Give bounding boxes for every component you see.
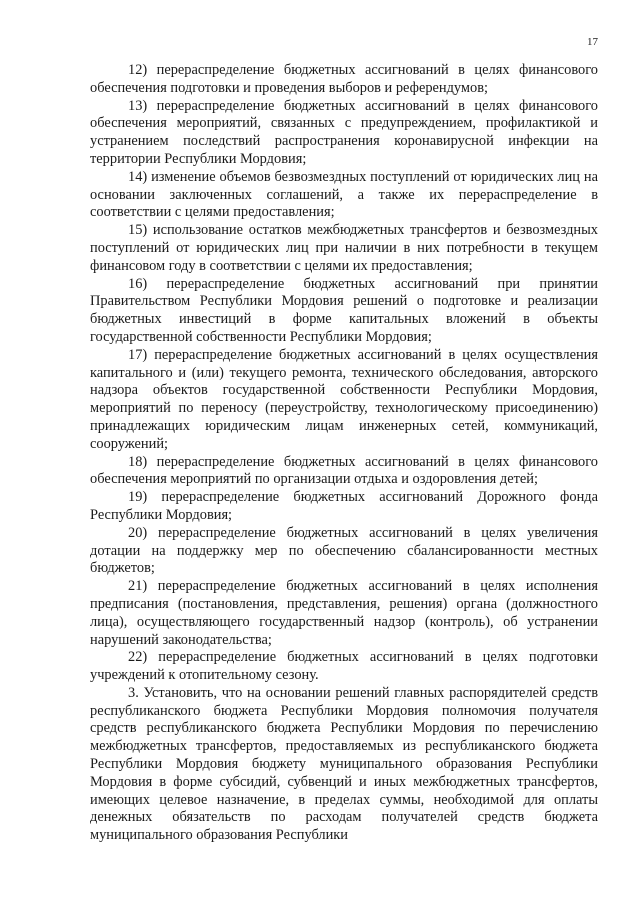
document-body [90, 62, 598, 845]
paragraph-item-20: 20) перераспределение бюджетных ассигнований в целях увеличения дотации на поддержку мер по обеспечению сбалансированности местных бюджетов; [90, 524, 598, 577]
paragraph-item-22: 22) перераспределение бюджетных ассигнований в целях подготовки учреждений к отопительному сезону. [90, 649, 598, 684]
paragraph-item-14: 14) изменение объемов безвозмездных поступлений от юридических лиц на основании заключенных соглашений, а также их перераспределение в соответствии с целями предоставления; [90, 168, 598, 221]
paragraph-item-15: 15) использование остатков межбюджетных трансфертов и безвозмездных поступлений от юридических лиц при наличии в них потребности в текущем финансовом году в соответствии с целями их предоставления; [90, 222, 598, 274]
paragraph-item-21: 21) перераспределение бюджетных ассигнований в целях исполнения предписания (постановления, представления, решения) органа (должностного лица), осуществляющего государственный надзор (контроль), об устранении нарушений законодательства; [90, 578, 598, 648]
page-number: 17 [587, 36, 598, 48]
paragraph-item-16: 16) перераспределение бюджетных ассигнований при принятии Правительством Республики Мордовия решений о подготовке и реализации бюджетных инвестиций в форме капитальных вложений в объекты государственной собственности Республики Мордовия; [90, 275, 598, 345]
paragraph-item-13: 13) перераспределение бюджетных ассигнований в целях финансового обеспечения мероприятий, связанных с предупреждением, профилактикой и устранением последствий распространения коронавирусной инфекции на территории Республики Мордовия; [90, 97, 598, 167]
paragraph-item-19: 19) перераспределение бюджетных ассигнований Дорожного фонда Республики Мордовия; [90, 489, 598, 523]
paragraph-item-12: 12) перераспределение бюджетных ассигнований в целях финансового обеспечения подготовки и проведения выборов и референдумов; [90, 62, 598, 96]
paragraph-item-18: 18) перераспределение бюджетных ассигнований в целях финансового обеспечения мероприятий по организации отдыха и оздоровления детей; [90, 453, 598, 488]
paragraph-item-17: 17) перераспределение бюджетных ассигнований в целях осуществления капитального и (или) текущего ремонта, технического обследования, авторского надзора объектов государственной собственности Республики Мордовия, мероприятий по переносу (переустройству, технологическому присоединению) принадлежащих юридическим лицам инженерных сетей, коммуникаций, сооружений; [90, 346, 598, 452]
paragraph-section-3: 3. Установить, что на основании решений главных распорядителей средств республиканского бюджета Республики Мордовия полномочия получателя средств республиканского бюджета Республики Мордовия по перечислению межбюджетных трансфертов, предоставляемых из республиканского бюджета Республики Мордовия бюджету муниципального образования Республики Мордовия в форме субсидий, субвенций и иных межбюджетных трансфертов, имеющих целевое назначение, в пределах суммы, необходимой для оплаты денежных обязательств по расходам получателей средств бюджета муниципального образования Республики [90, 684, 598, 844]
